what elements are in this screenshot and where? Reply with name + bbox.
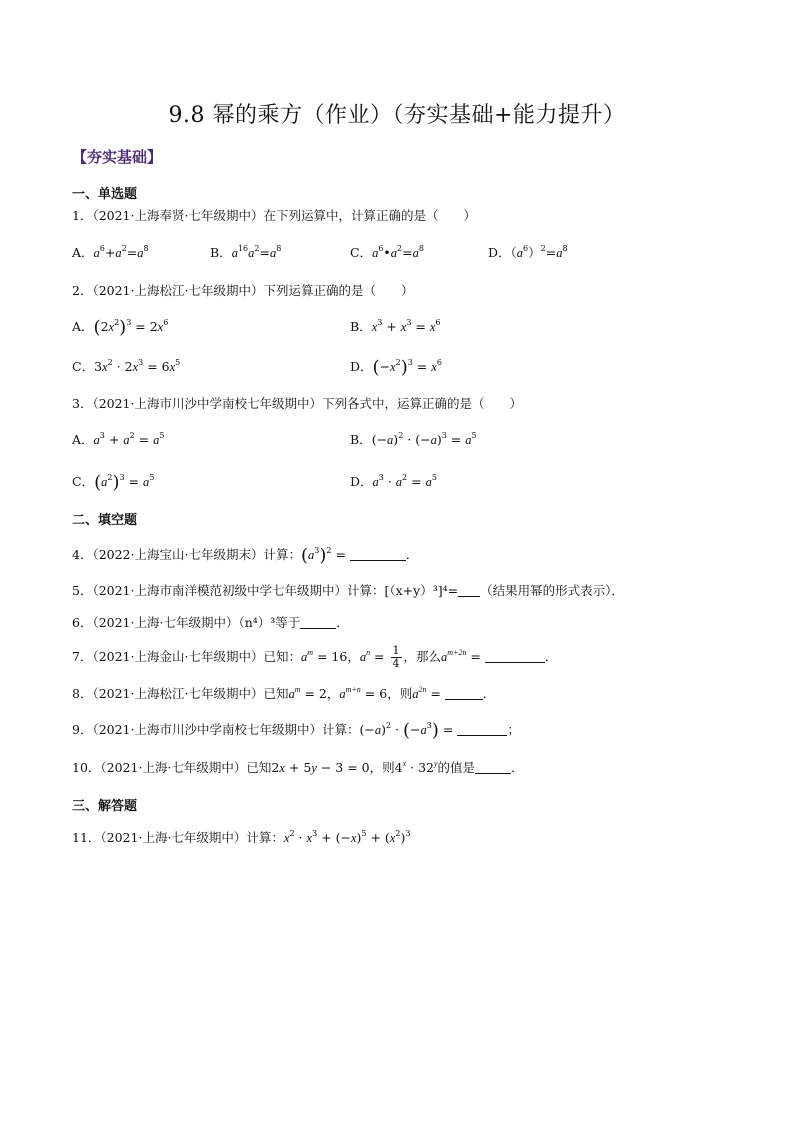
answer-blank[interactable] xyxy=(457,723,507,736)
answer-blank[interactable] xyxy=(350,548,406,561)
page-title: 9.8 幂的乘方（作业）（夯实基础+能力提升） xyxy=(168,103,626,128)
q3-option-a: A．$a^3 + a^2 = a^5$ xyxy=(72,431,165,447)
question-1: 1．（2021·上海奉贤·七年级期中）在下列运算中，计算正确的是（ ） xyxy=(72,208,476,223)
q2-option-d: D．$(-x^2)^3 = x^6$ xyxy=(350,357,442,378)
question-5: 5．（2021·上海市南洋模范初级中学七年级期中）计算：[（x+y）³]⁴= （结果用幂的形式表示）． xyxy=(72,583,624,598)
question-4: 4．（2022·上海宝山·七年级期末）计算：$(a^3)^2$ = ． xyxy=(72,545,419,566)
q3-option-d: D．$a^3 \cdot a^2 = a^5$ xyxy=(350,473,437,489)
question-9: 9．（2021·上海市川沙中学南校七年级期中）计算：$(-a)^2 \cdot (-a^3)$ = ； xyxy=(72,720,520,741)
section-heading-fill-blank: 二、填空题 xyxy=(72,513,138,528)
section-tag: 【夯实基础】 xyxy=(72,148,163,166)
q2-option-c: C．$3x^2 \cdot 2x^3 = 6x^5$ xyxy=(72,358,181,374)
question-7: 7．（2021·上海金山·七年级期中）已知：$a^m = 16$，$a^n$ = $\frac{1}{4}$ ，那么$a^{m+2n}$ = ． xyxy=(72,644,558,670)
q3-option-b: B．$(-a)^2 \cdot (-a)^3 = a^5$ xyxy=(350,431,477,447)
answer-blank[interactable] xyxy=(458,584,480,597)
question-6: 6．（2021·上海·七年级期中）（n⁴）³等于 ． xyxy=(72,615,349,630)
question-3: 3．（2021·上海市川沙中学南校七年级期中）下列各式中，运算正确的是（ ） xyxy=(72,396,522,411)
q2-option-b: B．$x^3 + x^3 = x^6$ xyxy=(350,318,441,334)
answer-blank[interactable] xyxy=(300,616,336,629)
section-heading-single-choice: 一、单选题 xyxy=(72,187,138,202)
q3-option-c: C．$(a^2)^3 = a^5$ xyxy=(72,472,155,493)
question-8: 8．（2021·上海松江·七年级期中）已知$a^m = 2$，$a^{m+n} = 6$，则$a^{2n}$ = ． xyxy=(72,685,496,701)
fraction-one-quarter: $\frac{1}{4}$ xyxy=(392,644,400,670)
q1-option-d: D．$(a^6)^2=a^8$ xyxy=(488,244,568,260)
answer-blank[interactable] xyxy=(485,650,545,663)
question-10: 10．（2021·上海·七年级期中）已知2x + 5y − 3 = 0，则$4^x \cdot 32^y$的值是 ． xyxy=(72,759,524,775)
section-heading-solve: 三、解答题 xyxy=(72,799,138,814)
q1-option-c: C．$a^6•a^2=a^8$ xyxy=(350,244,424,260)
q2-option-a: A．$(2x^2)^3 = 2x^6$ xyxy=(72,317,169,338)
question-11: 11．（2021·上海·七年级期中）计算：$x^2 \cdot x^3 + (-x)^5 + (x^2)^3$ xyxy=(72,829,411,845)
answer-blank[interactable] xyxy=(475,761,511,774)
answer-blank[interactable] xyxy=(445,687,483,700)
question-2: 2．（2021·上海松江·七年级期中）下列运算正确的是（ ） xyxy=(72,283,414,298)
q1-option-a: A．$a^6+a^2=a^8$ xyxy=(72,244,149,260)
q1-option-b: B．$a^{16}a^2=a^8$ xyxy=(210,244,282,260)
